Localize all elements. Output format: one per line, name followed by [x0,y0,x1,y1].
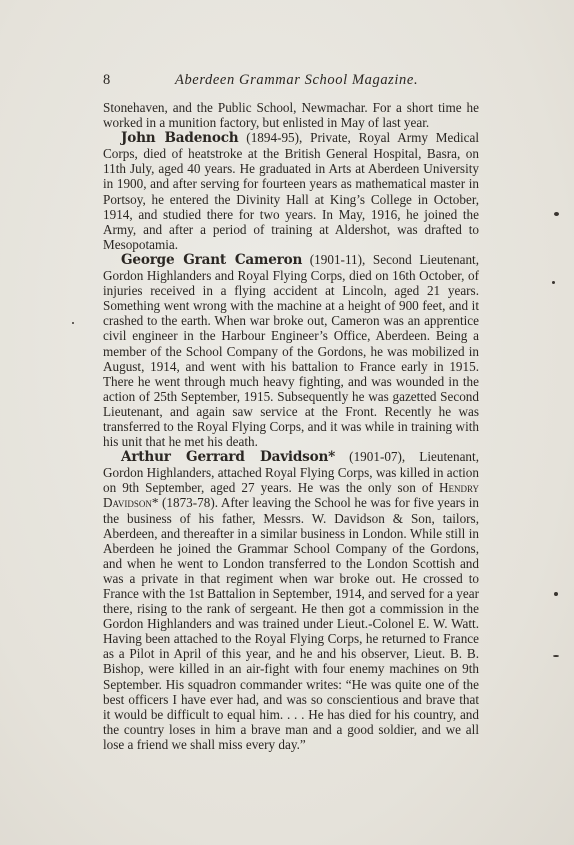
paragraph-text: Stonehaven, and the Public School, Newmachar. For a short time he worked in a munition factory, but enlisted in May of last year. [103,100,479,131]
ink-speck [554,592,558,596]
page-number: 8 [103,72,111,88]
obituary-text-continued: * (1873-78). After leaving the School he was for five years in the business of his father, Messrs. W. Davidson & Son, tailors, Aberdeen, and thereafter in a similar business in London. While still in Aberdeen he joined the Grammar School Company of the Gordons, and when he went to London transferred to the London Scottish and was a private in that regiment when war broke out. He crossed to France with the 1st Battalion in September, 1914, and served for a year there, rising to the rank of sergeant. He then got a commission in the Gordon Highlanders and was trained under Lieut.-Colonel E. W. Watt. Having been attached to the Royal Flying Corps, he returned to France as a Pilot in April of this year, and he and his observer, Lieut. B. B. Bishop, were killed in an air-fight with four enemy machines on 9th September. His squadron commander writes: “He was quite one of the best officers I have ever had, and was so conscientious and brave that it would be difficult to equal him. . . . He has died for his country, and the country loses in him a brave man and a good soldier, and we all lose a friend we shall miss every day.” [103,495,479,752]
article-body [103,100,479,752]
paragraph-continuation [103,100,479,130]
obituary-name: Arthur Gerrard Davidson* [121,449,336,466]
obituary-name: John Badenoch [121,130,239,147]
obituary-cameron [103,252,479,449]
obituary-name: George Grant Cameron [121,251,303,268]
running-title: Aberdeen Grammar School Magazine. [175,72,419,88]
obituary-text: (1894-95), Private, Royal Army Medical Corps, died of heatstroke at the British General Hospital, Basra, on 11th July, aged 40 years. He graduated in Arts at Aberdeen University in 1900, and after serving for fourteen years as mathematical master in Portsoy, he entered the Divinity Hall at King’s College in October, 1914, and studied there for two years. In May, 1916, he joined the Army, and after a period of training at Aldershot, was drafted to Mesopotamia. [103,130,479,252]
obituary-text: (1901-11), Second Lieutenant, Gordon Highlanders and Royal Flying Corps, died on 16th October, of injuries received in a flying accident at Lincoln, aged 21 years. Something went wrong with the machine at a height of 900 feet, and it crashed to the earth. When war broke out, Cameron was an apprentice civil engineer in the Harbour Engineer’s Office, Aberdeen. Being a member of the School Company of the Gordons, he was mobilized in August, 1914, and went with his battalion to France early in 1915. There he went through much heavy fighting, and was wounded in the action of 25th September, 1915. Subsequently he was gazetted Second Lieutenant, and again saw service at the Front. Recently he was transferred to the Royal Flying Corps, and it was while in training with his unit that he met his death. [103,251,479,450]
obituary-davidson [103,449,479,752]
ink-speck [554,212,559,216]
obituary-text: (1901-07), Lieutenant, Gordon Highlanders, attached Royal Flying Corps, was killed in action on 9th September, aged 27 years. He was the only son of [103,449,479,496]
obituary-badenoch [103,130,479,252]
ink-speck [552,281,555,284]
father-name: Hendry Davidson [103,480,479,511]
ink-speck [72,322,74,324]
ink-speck [553,655,559,657]
page-header [103,72,483,92]
